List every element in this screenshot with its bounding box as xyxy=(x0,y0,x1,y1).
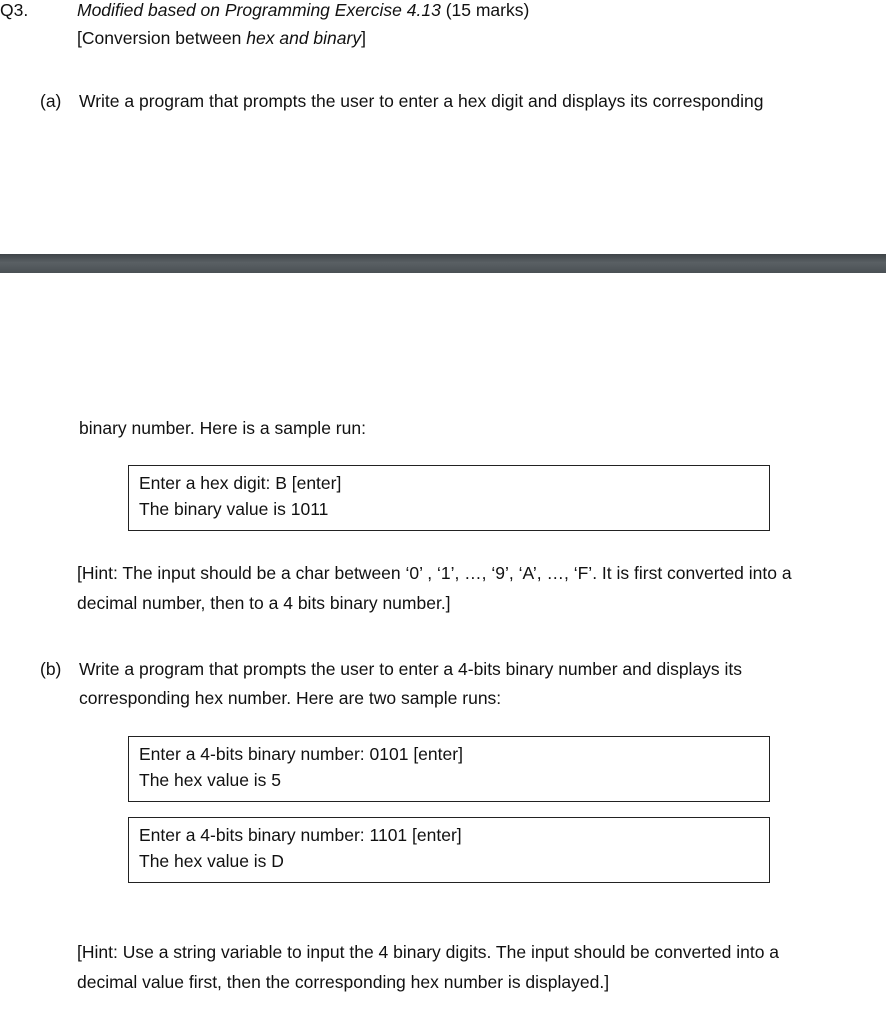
part-b-line1: Write a program that prompts the user to enter a 4-bits binary number and displays its xyxy=(79,659,743,679)
sample-run-b2-line2: The hex value is D xyxy=(139,851,284,871)
hint-a-line2: decimal number, then to a 4 bits binary number.] xyxy=(77,593,451,613)
subtitle-suffix: ] xyxy=(361,28,366,48)
sample-run-a-line1: Enter a hex digit: B [enter] xyxy=(139,473,342,493)
question-number: Q3. xyxy=(0,0,29,20)
part-b-label: (b) xyxy=(40,659,62,679)
sample-run-a-line2: The binary value is 1011 xyxy=(139,499,329,519)
sample-run-b2 xyxy=(128,817,770,883)
part-a-line1: Write a program that prompts the user to enter a hex digit and displays its corresponding xyxy=(79,91,764,111)
hint-a-line1: [Hint: The input should be a char between ‘0’ , ‘1’, …, ‘9’, ‘A’, …, ‘F’. It is first converted into a xyxy=(77,563,792,583)
question-marks: (15 marks) xyxy=(445,0,530,20)
part-a-label: (a) xyxy=(40,91,62,111)
sample-run-b1-line2: The hex value is 5 xyxy=(139,770,282,790)
sample-run-b2-line1: Enter a 4-bits binary number: 1101 [enter] xyxy=(139,825,462,845)
part-a-line2: binary number. Here is a sample run: xyxy=(79,418,366,438)
subtitle-prefix: [Conversion between xyxy=(77,28,247,48)
subtitle-italic: hex and binary xyxy=(246,28,362,48)
question-title xyxy=(77,0,529,21)
hint-b-line1: [Hint: Use a string variable to input the 4 binary digits. The input should be converted into a xyxy=(77,942,780,962)
page-divider xyxy=(0,254,886,273)
question-subtitle xyxy=(77,28,366,49)
hint-b-line2: decimal value first, then the corresponding hex number is displayed.] xyxy=(77,972,610,992)
sample-run-a xyxy=(128,465,770,531)
question-title-text: Modified based on Programming Exercise 4.13 xyxy=(77,0,441,20)
sample-run-b1 xyxy=(128,736,770,802)
part-b-line2: corresponding hex number. Here are two sample runs: xyxy=(79,688,502,708)
sample-run-b1-line1: Enter a 4-bits binary number: 0101 [enter] xyxy=(139,744,463,764)
